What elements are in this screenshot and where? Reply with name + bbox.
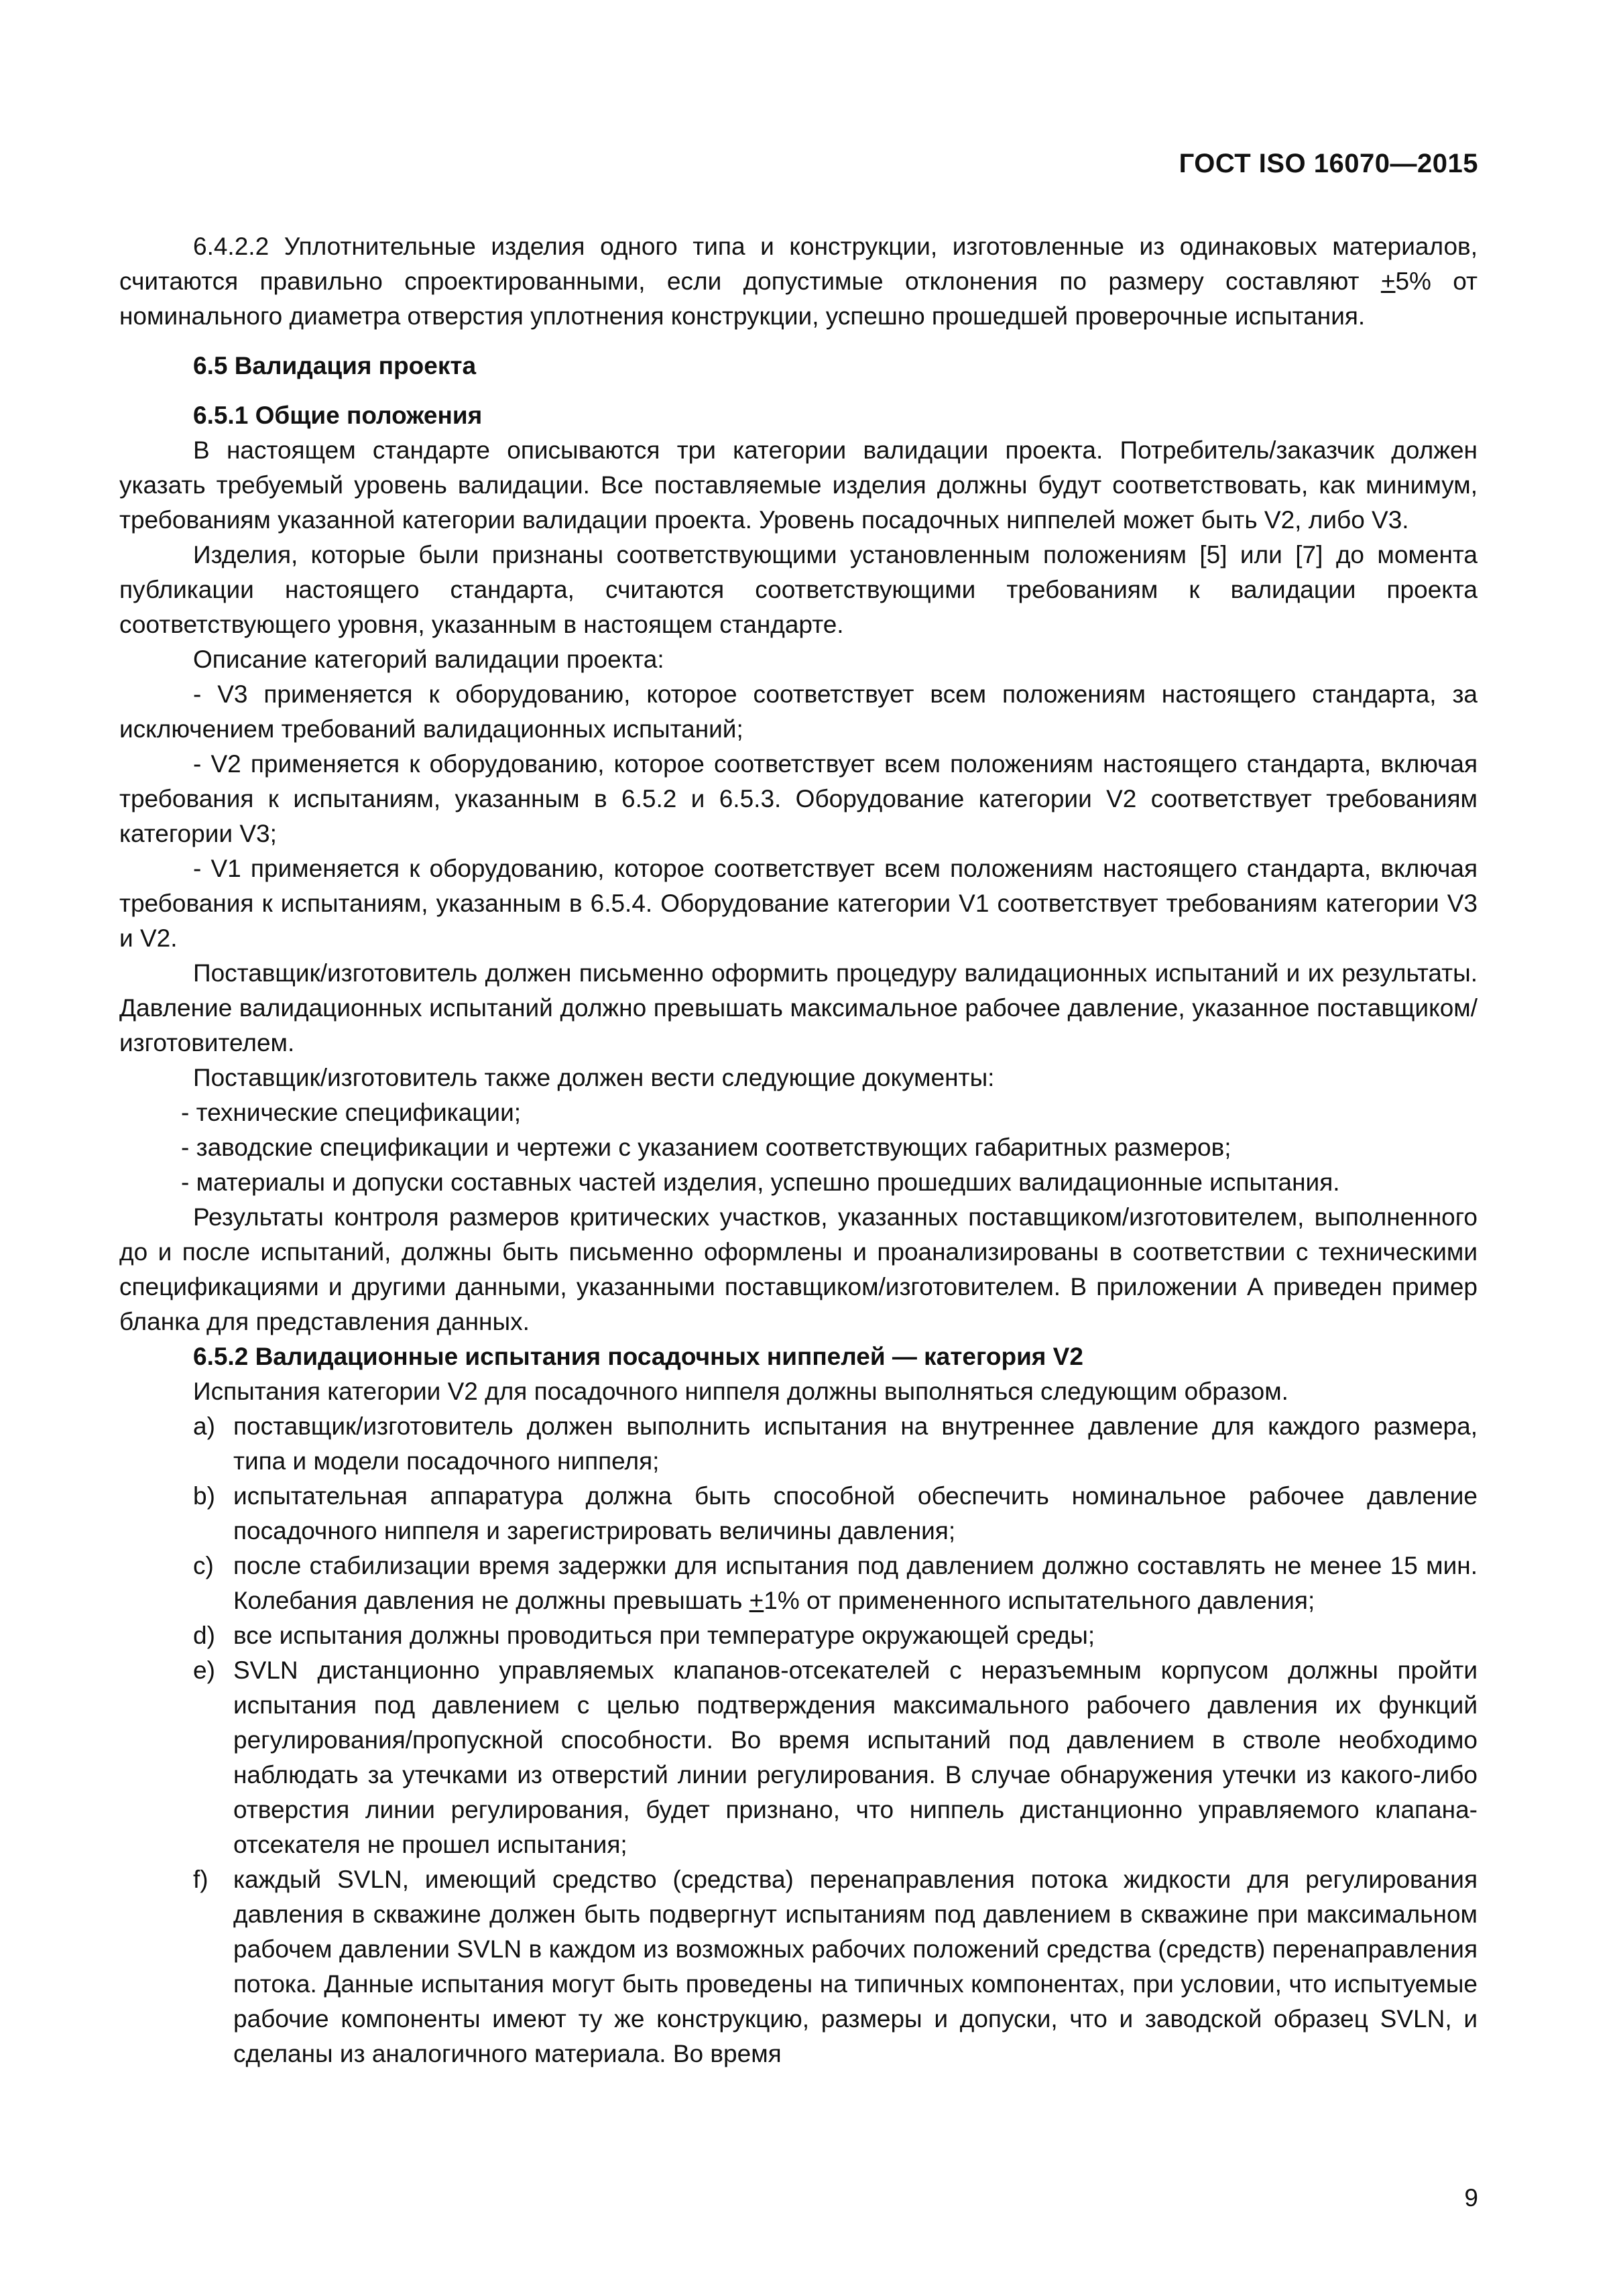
section-heading-6-5: 6.5 Валидация проекта [193,352,477,379]
list-item: - V2 применяется к оборудованию, которое соответствует всем положениям настоящего стандарта, включая требования к испытаниям, указанным в 6.5.2 и 6.5.3. Оборудование категории V2 соответствует требованиям категории V3; [119,750,1478,847]
paragraph: Описание категорий валидации проекта: [193,646,664,673]
section-heading-6-5-1: 6.5.1 Общие положения [193,402,483,429]
section-heading-6-5-2: 6.5.2 Валидационные испытания посадочных ниппелей — категория V2 [193,1343,1083,1370]
list-item [119,1618,1478,1653]
page-number: 9 [1464,2184,1478,2212]
list-item [119,1409,1478,1479]
list-item-text: SVLN дистанционно управляемых клапанов-отсекателей с неразъемным корпусом должны пройти испытания под давлением с целью подтверждения максимального рабочего давления их функций регулирования/пропускной способности. Во время испытаний под давлением в стволе необходимо наблюдать за утечками из отверстий линии регулирования. В случае обнаружения утечки из какого-либо отверстия линии регулирования, будет признано, что ниппель дистанционно управляемого клапана-отсекателя не прошел испытания; [233,1656,1478,1858]
document-code-header: ГОСТ ISO 16070—2015 [1179,149,1478,178]
list-item-text: после стабилизации время задержки для испытания под давлением должно составлять не менее 15 мин. Колебания давления не должны превышать [233,1552,1478,1614]
list-item-text: поставщик/изготовитель должен выполнить испытания на внутреннее давление для каждого размера, типа и модели посадочного ниппеля; [233,1412,1478,1475]
list-marker: d) [193,1622,215,1649]
list-item-text: каждый SVLN, имеющий средство (средства) перенаправления потока жидкости для регулирования давления в скважине должен быть подвергнут испытаниям под давлением в скважине при максимальном рабочем давлении SVLN в каждом из возможных рабочих положений средства (средств) перенаправления потока. Данные испытания могут быть проведены на типичных компонентах, при условии, что испытуемые рабочие компоненты имеют ту же конструкцию, размеры и допуски, что и заводской образец SVLN, и сделаны из аналогичного материала. Во время [233,1866,1478,2067]
list-item [119,1479,1478,1549]
paragraph: В настоящем стандарте описываются три категории валидации проекта. Потребитель/заказчик должен указать требуемый уровень валидации. Все поставляемые изделия должны будут соответствовать, как минимум, требованиям указанной категории валидации проекта. Уровень посадочных ниппелей может быть V2, либо V3. [119,436,1478,534]
list-item: - V3 применяется к оборудованию, которое соответствует всем положениям настоящего стандарта, за исключением требований валидационных испытаний; [119,680,1478,743]
paragraph: Испытания категории V2 для посадочного ниппеля должны выполняться следующим образом. [193,1378,1288,1405]
plus-minus-sign: + [749,1587,764,1614]
list-marker: e) [193,1656,215,1684]
text-run: 5% от номинального диаметра отверстия уплотнения конструкции, успешно прошедшей проверочные испытания. [119,267,1478,330]
list-marker: b) [193,1482,215,1510]
list-item-text: все испытания должны проводиться при температуре окружающей среды; [233,1622,1095,1649]
list-item [119,1549,1478,1618]
list-item: - заводские спецификации и чертежи с указанием соответствующих габаритных размеров; [181,1134,1231,1161]
list-item-text: 1% от примененного испытательного давления; [764,1587,1315,1614]
list-item [119,1653,1478,1862]
requirements-list [119,1409,1478,2071]
list-item: - технические спецификации; [181,1099,522,1126]
list-marker: f) [193,1866,208,1893]
list-marker: c) [193,1552,214,1579]
plus-minus-sign: + [1380,267,1396,295]
paragraph: Поставщик/изготовитель должен письменно оформить процедуру валидационных испытаний и их результаты. Давление валидационных испытаний должно превышать максимальное рабочее давление, указанное поставщиком/изготовителем. [119,959,1478,1056]
list-item: - V1 применяется к оборудованию, которое соответствует всем положениям настоящего стандарта, включая требования к испытаниям, указанным в 6.5.4. Оборудование категории V1 соответствует требованиям категории V3 и V2. [119,855,1478,952]
list-item-text: испытательная аппаратура должна быть способной обеспечить номинальное рабочее давление посадочного ниппеля и зарегистрировать величины давления; [233,1482,1478,1545]
list-item [119,1862,1478,2071]
paragraph: Результаты контроля размеров критических участков, указанных поставщиком/изготовителем, выполненного до и после испытаний, должны быть письменно оформлены и проанализированы в соответствии с техническими спецификациями и другими данными, указанными поставщиком/изготовителем. В приложении А приведен пример бланка для представления данных. [119,1203,1478,1335]
paragraph-6-4-2-2 [119,229,1478,334]
list-item: - материалы и допуски составных частей изделия, успешно прошедших валидационные испытания. [181,1168,1340,1196]
paragraph: Изделия, которые были признаны соответствующими установленным положениям [5] или [7] до момента публикации настоящего стандарта, считаются соответствующими требованиям к валидации проекта соответствующего уровня, указанным в настоящем стандарте. [119,541,1478,638]
page-content [119,229,1478,2071]
paragraph: Поставщик/изготовитель также должен вести следующие документы: [193,1064,995,1091]
text-run: 6.4.2.2 Уплотнительные изделия одного типа и конструкции, изготовленные из одинаковых материалов, считаются правильно спроектированными, если допустимые отклонения по размеру составляют [119,233,1478,295]
list-marker: a) [193,1412,215,1440]
